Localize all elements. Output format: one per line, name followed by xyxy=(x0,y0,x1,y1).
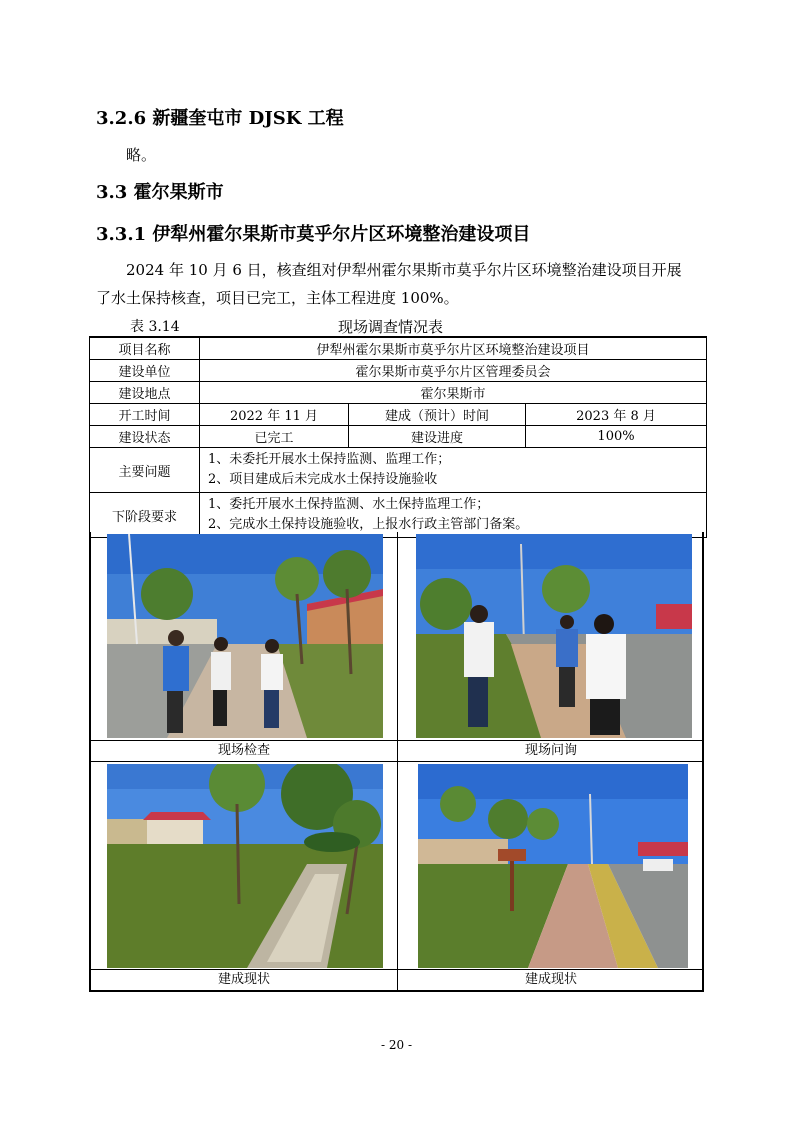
project-name-label: 项目名称 xyxy=(90,337,200,360)
photo-caption: 现场问询 xyxy=(524,743,577,758)
next-steps-list xyxy=(200,493,707,538)
paragraph-line-2: 了水土保持核查，项目已完工，主体工程进度 100%。 xyxy=(96,289,459,307)
completion-time-label: 建成（预计）时间 xyxy=(349,404,526,426)
section-3-3-1-heading: 3.3.1 伊犁州霍尔果斯市莫乎尔片区环境整治建设项目 xyxy=(96,224,531,245)
photo-inspection-icon xyxy=(107,534,383,738)
start-time-label: 开工时间 xyxy=(90,404,200,426)
photo-completed-landscape-icon xyxy=(107,764,383,968)
table-row xyxy=(90,404,707,426)
issue-item: 1、未委托开展水土保持监测、监理工作； xyxy=(208,452,451,467)
table-title: 现场调查情况表 xyxy=(338,319,444,336)
location-label: 建设地点 xyxy=(90,382,200,404)
paragraph-line-1: 2024 年 10 月 6 日，核查组对伊犁州霍尔果斯市莫乎尔片区环境整治建设项目开展 xyxy=(126,261,682,279)
issues-label: 主要问题 xyxy=(90,448,200,493)
issues-list xyxy=(200,448,707,493)
table-row xyxy=(90,493,707,538)
next-step-item: 2、完成水土保持设施验收，上报水行政主管部门备案。 xyxy=(208,517,529,532)
location-value: 霍尔果斯市 xyxy=(200,382,707,404)
photo-inquiry-icon xyxy=(416,534,692,738)
next-step-item: 1、委托开展水土保持监测、水土保持监理工作； xyxy=(208,497,490,512)
table-number: 表 3.14 xyxy=(130,319,180,335)
photo-grid-divider xyxy=(91,761,702,762)
section-3-3-1-paragraph xyxy=(96,256,704,312)
table-row xyxy=(90,448,707,493)
table-caption xyxy=(96,316,704,336)
table-row xyxy=(90,337,707,360)
progress-label: 建设进度 xyxy=(349,426,526,448)
photo-caption: 建成现状 xyxy=(524,972,577,987)
status-value: 已完工 xyxy=(200,426,349,448)
table-row xyxy=(90,426,707,448)
status-label: 建设状态 xyxy=(90,426,200,448)
builder-value: 霍尔果斯市莫乎尔片区管理委员会 xyxy=(200,360,707,382)
section-3-2-6-heading: 3.2.6 新疆奎屯市 DJSK 工程 xyxy=(96,108,344,129)
progress-value: 100% xyxy=(526,426,707,448)
photo-caption: 现场检查 xyxy=(217,743,270,758)
builder-label: 建设单位 xyxy=(90,360,200,382)
photo-completed-roadside-icon xyxy=(418,764,688,968)
section-3-3-heading: 3.3 霍尔果斯市 xyxy=(96,182,224,203)
table-row xyxy=(90,360,707,382)
next-steps-label: 下阶段要求 xyxy=(90,493,200,538)
completion-time-value: 2023 年 8 月 xyxy=(526,404,707,426)
section-3-2-6-body: 略。 xyxy=(126,146,157,164)
issue-item: 2、项目建成后未完成水土保持设施验收 xyxy=(208,472,438,487)
photo-caption: 建成现状 xyxy=(217,972,270,987)
project-name-value: 伊犁州霍尔果斯市莫乎尔片区环境整治建设项目 xyxy=(200,337,707,360)
page-number: - 20 - xyxy=(380,1038,412,1052)
photo-grid xyxy=(89,532,704,992)
start-time-value: 2022 年 11 月 xyxy=(200,404,349,426)
site-survey-table xyxy=(89,336,707,538)
table-row xyxy=(90,382,707,404)
